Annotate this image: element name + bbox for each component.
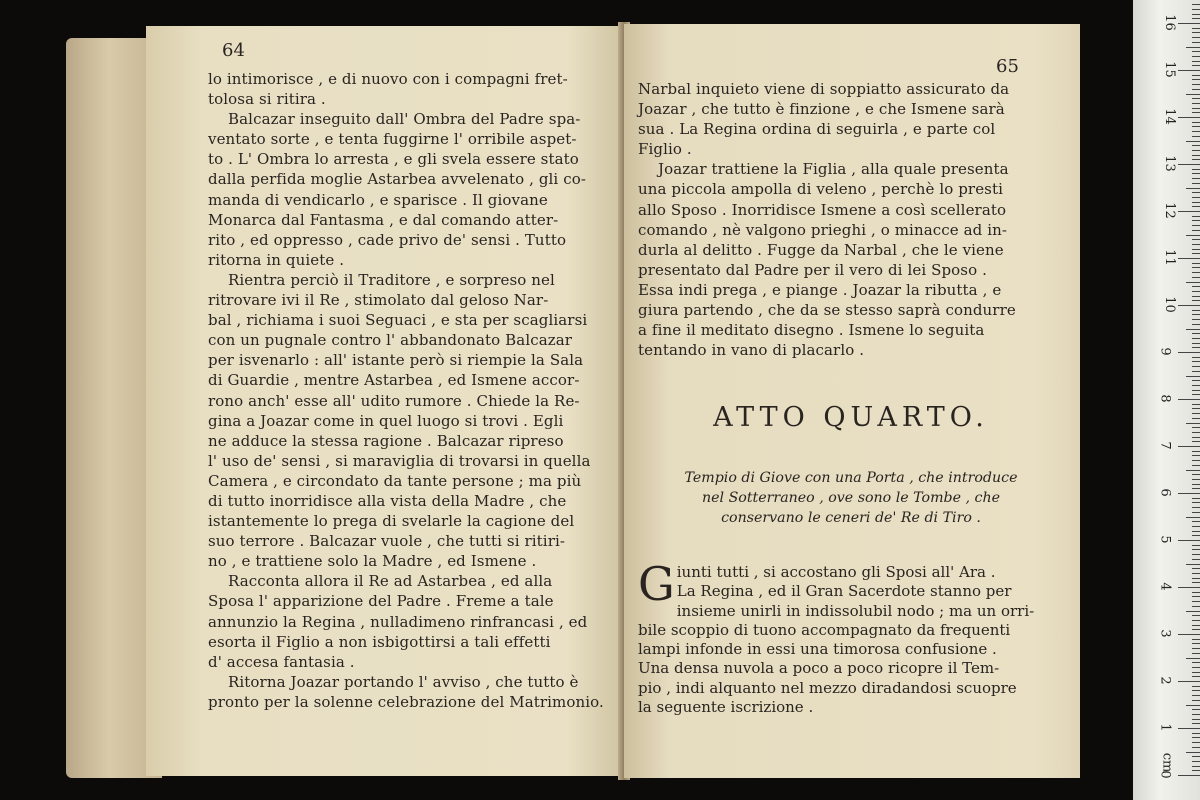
text-line: Joazar trattiene la Figlia , alla quale presenta [658, 160, 1009, 179]
ruler-tick [1192, 413, 1200, 414]
ruler-tick [1192, 686, 1200, 687]
ruler-tick [1192, 230, 1200, 231]
ruler-tick [1192, 32, 1200, 33]
ruler-tick [1192, 263, 1200, 264]
ruler-label: 12 [1161, 202, 1177, 219]
text-line: ritorna in quiete . [208, 250, 345, 269]
ruler-tick [1192, 394, 1200, 395]
ruler-tick [1192, 700, 1200, 701]
left-page [146, 26, 624, 776]
ruler-tick [1192, 145, 1200, 146]
ruler-tick [1192, 620, 1200, 621]
ruler-tick [1192, 347, 1200, 348]
text-line: sua . La Regina ordina di seguirla , e parte col [638, 120, 996, 139]
ruler-tick [1192, 747, 1200, 748]
ruler-tick [1192, 667, 1200, 668]
ruler-tick [1192, 662, 1200, 663]
ruler-tick [1192, 643, 1200, 644]
ruler-label: 13 [1161, 155, 1177, 172]
ruler-tick [1192, 324, 1200, 325]
ruler-tick [1192, 206, 1200, 207]
text-line: pronto per la solenne celebrazione del Matrimonio. [208, 692, 604, 711]
text-line: tentando in vano di placarlo . [638, 341, 865, 360]
text-line: ritrovare ivi il Re , stimolato dal geloso Nar- [208, 291, 549, 310]
ruler-label: 14 [1161, 108, 1177, 125]
text-line: rito , ed oppresso , cade privo de' sensi . Tutto [208, 230, 567, 249]
text-line: Balcazar inseguito dall' Ombra del Padre spa- [228, 110, 581, 129]
ruler-tick [1192, 98, 1200, 99]
ruler-tick [1192, 361, 1200, 362]
left-page-text [208, 69, 610, 712]
ruler-tick [1192, 84, 1200, 85]
ruler-tick [1192, 606, 1200, 607]
ruler-tick [1178, 446, 1200, 447]
text-line: bal , richiama i suoi Seguaci , e sta per scagliarsi [208, 311, 588, 330]
ruler-tick [1192, 573, 1200, 574]
text-line: esorta il Figlio a non isbigottirsi a tali effetti [208, 632, 551, 651]
text-line: istantemente lo prega di svelarle la cagione del [208, 512, 575, 531]
ruler-tick [1192, 220, 1200, 221]
ruler-tick [1178, 493, 1200, 494]
text-line: Monarca dal Fantasma , e dal comando atter- [208, 210, 559, 229]
paragraph [208, 672, 610, 712]
ruler-tick [1192, 507, 1200, 508]
ruler-label: 7 [1157, 441, 1173, 450]
ruler-tick [1192, 568, 1200, 569]
ruler-tick [1192, 737, 1200, 738]
ruler-tick [1192, 672, 1200, 673]
ruler-tick [1192, 549, 1200, 550]
ruler-tick [1192, 239, 1200, 240]
ruler-tick [1192, 488, 1200, 489]
ruler-label: 4 [1157, 582, 1173, 591]
ruler-tick [1192, 122, 1200, 123]
ruler-tick [1192, 136, 1200, 137]
ruler-tick [1178, 399, 1200, 400]
ruler-tick [1192, 333, 1200, 334]
ruler-tick [1192, 695, 1200, 696]
ruler-tick [1192, 178, 1200, 179]
ruler-tick [1192, 131, 1200, 132]
ruler-label: 5 [1157, 535, 1173, 544]
text-line: rono anch' esse all' udito rumore . Chiede la Re- [208, 391, 580, 410]
ruler-tick [1192, 277, 1200, 278]
ruler-tick [1192, 380, 1200, 381]
ruler-tick [1192, 418, 1200, 419]
ruler-tick [1192, 690, 1200, 691]
text-line: tolosa si ritira . [208, 90, 326, 109]
ruler-tick [1192, 733, 1200, 734]
ruler-tick [1192, 545, 1200, 546]
ruler-tick [1192, 625, 1200, 626]
text-line: suo terrore . Balcazar vuole , che tutti si ritiri- [208, 532, 566, 551]
ruler-tick [1192, 531, 1200, 532]
ruler-tick [1192, 216, 1200, 217]
text-line: iunti tutti , si accostano gli Sposi all' Ara . [676, 563, 996, 581]
ruler-tick [1192, 709, 1200, 710]
ruler-tick [1186, 94, 1200, 95]
ruler-label: 1 [1157, 723, 1173, 732]
text-line: Sposa l' apparizione del Padre . Freme a tale [208, 592, 554, 611]
paragraph [638, 79, 1064, 159]
ruler-tick [1192, 75, 1200, 76]
ruler-tick [1192, 202, 1200, 203]
text-line: manda di vendicarlo , e sparisce . Il giovane [208, 190, 548, 209]
ruler-tick [1192, 371, 1200, 372]
ruler-tick [1192, 159, 1200, 160]
ruler-tick [1186, 376, 1200, 377]
ruler-tick [1192, 766, 1200, 767]
act-opening-text [638, 557, 1068, 717]
ruler-tick [1186, 329, 1200, 330]
ruler-tick [1192, 357, 1200, 358]
ruler-tick [1192, 441, 1200, 442]
text-line: Rientra perciò il Traditore , e sorpreso nel [228, 270, 555, 289]
ruler-tick [1192, 427, 1200, 428]
text-line: Camera , e circondato da tante persone ; ma più [208, 471, 582, 490]
ruler-tick [1178, 23, 1200, 24]
ruler-tick [1192, 192, 1200, 193]
ruler-tick [1192, 42, 1200, 43]
drop-cap: G [638, 557, 675, 611]
ruler-tick [1186, 235, 1200, 236]
ruler-label: 3 [1157, 629, 1173, 638]
text-line: lo intimorisce , e di nuovo con i compagni fret- [208, 70, 568, 88]
ruler-tick [1192, 79, 1200, 80]
ruler-tick [1192, 155, 1200, 156]
ruler-tick [1192, 639, 1200, 640]
ruler-tick [1192, 526, 1200, 527]
ruler-tick [1186, 282, 1200, 283]
ruler-label: 2 [1157, 676, 1173, 685]
ruler-tick [1192, 723, 1200, 724]
scene-description [638, 468, 1064, 528]
text-line: una piccola ampolla di veleno , perchè lo presti [638, 180, 1003, 199]
ruler-tick [1192, 465, 1200, 466]
ruler-tick [1192, 225, 1200, 226]
ruler-tick [1178, 117, 1200, 118]
paragraph [638, 159, 1064, 360]
ruler-tick [1178, 352, 1200, 353]
ruler-tick [1192, 615, 1200, 616]
text-line: d' accesa fantasia . [208, 652, 355, 671]
scene-line: Tempio di Giove con una Porta , che introduce [684, 470, 1018, 486]
ruler-tick [1186, 705, 1200, 706]
ruler-tick [1186, 658, 1200, 659]
ruler-tick [1186, 611, 1200, 612]
ruler-tick [1192, 676, 1200, 677]
ruler-tick [1192, 112, 1200, 113]
ruler-tick [1192, 300, 1200, 301]
ruler-tick [1192, 103, 1200, 104]
ruler-tick [1192, 719, 1200, 720]
ruler-tick [1192, 126, 1200, 127]
ruler-label: 9 [1157, 347, 1173, 356]
ruler-tick [1192, 385, 1200, 386]
ruler-tick [1192, 291, 1200, 292]
text-line: no , e trattiene solo la Madre , ed Ismene . [208, 552, 537, 571]
text-line: annunzio la Regina , nulladimeno rinfrancasi , ed [208, 612, 588, 631]
ruler-tick [1192, 56, 1200, 57]
ruler-tick [1192, 437, 1200, 438]
ruler-tick [1178, 305, 1200, 306]
ruler-tick [1192, 756, 1200, 757]
ruler-tick [1192, 408, 1200, 409]
ruler-label: 10 [1161, 296, 1177, 313]
ruler-tick [1192, 432, 1200, 433]
ruler-label: 11 [1161, 249, 1177, 266]
ruler-tick [1178, 728, 1200, 729]
act-heading: ATTO QUARTO. [713, 402, 989, 433]
ruler-tick [1192, 338, 1200, 339]
text-line: presentato dal Padre per il vero di lei Sposo . [638, 260, 987, 279]
paragraph [208, 571, 610, 671]
ruler-tick [1186, 141, 1200, 142]
ruler-tick [1192, 578, 1200, 579]
ruler-tick [1192, 9, 1200, 10]
ruler-label: 16 [1161, 14, 1177, 31]
ruler-tick [1192, 183, 1200, 184]
ruler-tick [1192, 596, 1200, 597]
ruler-label: 6 [1157, 488, 1173, 497]
ruler-tick [1186, 188, 1200, 189]
ruler-tick [1192, 455, 1200, 456]
ruler-tick [1192, 61, 1200, 62]
ruler-tick [1192, 390, 1200, 391]
text-line: Ritorna Joazar portando l' avviso , che tutto è [228, 672, 579, 691]
ruler-tick [1192, 502, 1200, 503]
text-line: l' uso de' sensi , si maraviglia di trovarsi in quella [208, 451, 591, 470]
ruler-tick [1192, 366, 1200, 367]
paragraph [208, 109, 610, 270]
text-line: Joazar , che tutto è finzione , e che Ismene sarà [638, 100, 1005, 119]
text-line: giura partendo , che da se stesso saprà condurre [638, 301, 1016, 320]
right-page-text [638, 79, 1064, 360]
ruler-tick [1192, 150, 1200, 151]
ruler-tick [1192, 173, 1200, 174]
ruler-tick [1192, 451, 1200, 452]
ruler-tick [1186, 752, 1200, 753]
ruler-tick [1192, 521, 1200, 522]
ruler-tick [1192, 4, 1200, 5]
ruler-tick [1192, 460, 1200, 461]
ruler-tick [1192, 474, 1200, 475]
ruler-tick [1178, 681, 1200, 682]
ruler-label: 15 [1161, 61, 1177, 78]
ruler-tick [1192, 535, 1200, 536]
ruler-tick [1192, 770, 1200, 771]
text-line: gina a Joazar come in quel luogo si trovi . Egli [208, 411, 564, 430]
text-line: dalla perfida moglie Astarbea avvelenato , gli co- [208, 170, 586, 189]
scene-line: conservano le ceneri de' Re di Tiro . [721, 510, 981, 526]
ruler-tick [1186, 470, 1200, 471]
text-line: Figlio . [638, 140, 692, 159]
ruler-tick [1192, 648, 1200, 649]
ruler-tick [1178, 258, 1200, 259]
text-line: a fine il meditato disegno . Ismene lo seguita [638, 321, 985, 340]
text-line: pio , indi alquanto nel mezzo diradandosi scuopre [638, 678, 1017, 697]
ruler-tick [1178, 587, 1200, 588]
ruler-tick [1192, 286, 1200, 287]
ruler-tick [1192, 310, 1200, 311]
ruler-tick [1186, 47, 1200, 48]
text-line: bile scoppio di tuono accompagnato da frequenti [638, 620, 1011, 639]
ruler-tick [1192, 319, 1200, 320]
ruler-tick [1192, 89, 1200, 90]
ruler-tick [1192, 244, 1200, 245]
ruler-tick [1178, 775, 1200, 776]
ruler-tick [1192, 267, 1200, 268]
ruler-tick [1192, 169, 1200, 170]
ruler-tick [1186, 423, 1200, 424]
text-line: allo Sposo . Inorridisce Ismene a così scellerato [638, 200, 1007, 219]
text-line: la seguente iscrizione . [638, 698, 814, 717]
text-line: comando , nè valgono prieghi , o minacce ad in- [638, 220, 1008, 239]
ruler-tick [1192, 253, 1200, 254]
text-line: Una densa nuvola a poco a poco ricopre il Tem- [638, 659, 1000, 678]
text-line: Essa indi prega , e piange . Joazar la ributta , e [638, 280, 1002, 299]
measurement-ruler [1133, 0, 1200, 800]
text-line: La Regina , ed il Gran Sacerdote stanno per [676, 582, 1012, 601]
ruler-tick [1178, 634, 1200, 635]
ruler-tick [1192, 582, 1200, 583]
text-line: durla al delitto . Fugge da Narbal , che le viene [638, 240, 1004, 259]
ruler-tick [1192, 14, 1200, 15]
ruler-tick [1192, 498, 1200, 499]
ruler-tick [1192, 742, 1200, 743]
ruler-tick [1192, 653, 1200, 654]
text-line: di Guardie , mentre Astarbea , ed Ismene accor- [208, 371, 580, 390]
ruler-tick [1192, 559, 1200, 560]
page-number-left: 64 [222, 40, 245, 61]
text-line: per isvenarlo : all' istante però si riempie la Sala [208, 351, 584, 370]
ruler-tick [1192, 18, 1200, 19]
ruler-tick [1186, 564, 1200, 565]
paragraph [208, 270, 610, 571]
ruler-tick [1192, 197, 1200, 198]
ruler-tick [1192, 28, 1200, 29]
ruler-tick [1192, 249, 1200, 250]
paragraph [208, 69, 610, 109]
ruler-tick [1192, 272, 1200, 273]
ruler-tick [1192, 554, 1200, 555]
ruler-tick [1192, 761, 1200, 762]
ruler-tick [1192, 65, 1200, 66]
ruler-tick [1192, 37, 1200, 38]
ruler-tick [1192, 512, 1200, 513]
text-line: con un pugnale contro l' abbandonato Balcazar [208, 331, 573, 350]
act-opening-lines [638, 557, 1068, 717]
ruler-tick [1192, 484, 1200, 485]
ruler-tick [1186, 517, 1200, 518]
ruler-tick [1192, 51, 1200, 52]
ruler-tick [1178, 164, 1200, 165]
ruler-tick [1192, 404, 1200, 405]
page-number-right: 65 [996, 56, 1019, 77]
text-line: ne adduce la stessa ragione . Balcazar ripreso [208, 431, 564, 450]
scene-line: nel Sotterraneo , ove sono le Tombe , che [701, 490, 1001, 506]
ruler-tick [1192, 479, 1200, 480]
text-line: Racconta allora il Re ad Astarbea , ed alla [228, 572, 553, 591]
right-page [624, 24, 1080, 778]
ruler-label: 0 [1157, 770, 1173, 779]
ruler-unit: cm [1159, 752, 1175, 773]
text-line: insieme unirli in indissolubil nodo ; ma un orri- [676, 601, 1035, 620]
ruler-label: 8 [1157, 394, 1173, 403]
ruler-tick [1192, 296, 1200, 297]
ruler-tick [1178, 540, 1200, 541]
text-line: to . L' Ombra lo arresta , e gli svela essere stato [208, 150, 579, 169]
ruler-tick [1192, 592, 1200, 593]
ruler-tick [1192, 629, 1200, 630]
ruler-tick [1178, 211, 1200, 212]
ruler-tick [1192, 343, 1200, 344]
ruler-tick [1192, 714, 1200, 715]
ruler-tick [1192, 314, 1200, 315]
ruler-tick [1192, 601, 1200, 602]
text-line: ventato sorte , e tenta fuggirne l' orribile aspet- [208, 130, 577, 149]
text-line: Narbal inquieto viene di soppiatto assicurato da [638, 80, 1010, 98]
ruler-tick [1192, 108, 1200, 109]
ruler-tick [1178, 70, 1200, 71]
text-line: di tutto inorridisce alla vista della Madre , che [208, 491, 567, 510]
text-line: lampi infonde in essi una timorosa confusione . [638, 640, 997, 659]
open-book [66, 22, 1106, 782]
